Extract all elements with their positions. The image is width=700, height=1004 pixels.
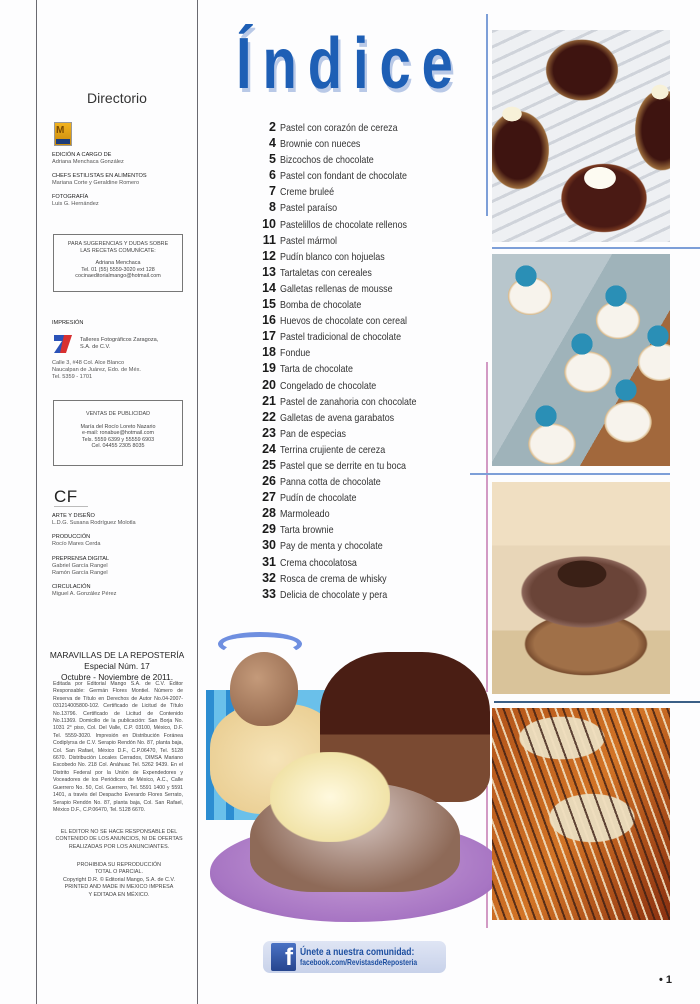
toc-page-number: 33 [262,586,276,601]
toc-title: Pudín blanco con hojuelas [280,250,385,263]
toc-entry[interactable] [254,168,484,184]
talleres-zaragoza-logo [52,333,74,355]
toc-title: Galletas de avena garabatos [280,411,395,424]
magazine-info [37,650,197,683]
toc-entry[interactable] [254,249,484,265]
table-of-contents [254,120,484,603]
cf-logo-underline [54,506,88,507]
editorial-mango-logo [54,122,72,146]
toc-title: Tarta de chocolate [280,363,353,376]
toc-entry[interactable] [254,522,484,538]
toc-page-number: 29 [262,522,276,537]
credit-chefs: CHEFS ESTILISTAS EN ALIMENTOS Mariana Corte y Geraldine Romero [52,173,147,186]
toc-title: Pastel con fondant de chocolate [280,170,408,183]
toc-title: Fondue [280,347,311,360]
printer-company: Talleres Fotográficos Zaragoza, S.A. de C.V. [80,337,159,350]
toc-title: Tarta brownie [280,524,334,537]
credit-fotografia: FOTOGRAFÍA Luis G. Hernández [52,194,99,207]
toc-entry[interactable] [254,281,484,297]
toc-page-number: 8 [269,200,276,215]
toc-page-number: 22 [262,409,276,424]
toc-page-number: 5 [269,152,276,167]
toc-page-number: 2 [269,120,276,134]
page-number: • 1 [659,974,673,986]
toc-title: Pastel que se derrite en tu boca [280,459,407,472]
toc-entry[interactable] [254,378,484,394]
directory-column [36,0,198,1004]
toc-entry[interactable] [254,313,484,329]
toc-title: Rosca de crema de whisky [280,572,387,585]
toc-title: Pan de especias [280,427,346,440]
toc-page-number: 11 [262,232,276,247]
toc-title: Bizcochos de chocolate [280,154,374,167]
toc-entry[interactable] [254,571,484,587]
toc-entry[interactable] [254,233,484,249]
toc-title: Delicia de chocolate y pera [280,588,388,601]
copyright-block: PROHIBIDA SU REPRODUCCIÓN TOTAL O PARCIAL. Copyright D.R. © Editorial Mango, S.A. de C.V. PRINTED AND MADE IN MEXICO IMPRESA Y EDITADA EN MÉXICO. [63,862,175,898]
magazine-issue: Especial Núm. 17 [84,661,150,671]
toc-page-number: 23 [262,425,276,440]
divider-rule [494,701,700,703]
toc-entry[interactable] [254,474,484,490]
toc-entry[interactable] [254,200,484,216]
toc-title: Crema chocolatosa [280,556,357,569]
photo-chocolate-desserts-collage [200,612,492,928]
toc-title: Pastel tradicional de chocolate [280,331,402,344]
photo-sandwich-cookies [492,254,670,466]
editor-disclaimer: EL EDITOR NO SE HACE RESPONSABLE DEL CONTENIDO DE LOS ANUNCIOS, NI DE OFERTAS REALIZADAS POR LOS ANUNCIANTES. [55,829,183,850]
toc-entry[interactable] [254,426,484,442]
mango-logo-icon: M [56,125,65,136]
credit-preprensa: PREPRENSA DIGITAL Gabriel García Rangel Ramón García Rangel [52,556,110,576]
divider-rule [492,247,700,249]
toc-entry[interactable] [254,120,484,136]
credit-edicion: EDICIÓN A CARGO DE Adriana Menchaca González [52,152,124,165]
toc-title: Congelado de chocolate [280,379,377,392]
cf-logo: CF [54,487,78,506]
toc-entry[interactable] [254,538,484,554]
divider-rule [486,50,488,216]
toc-entry[interactable] [254,345,484,361]
toc-page-number: 4 [269,136,276,151]
toc-page-number: 31 [262,554,276,569]
toc-page-number: 27 [262,490,276,505]
toc-title: Pastel mármol [280,234,338,247]
photo-drizzled-cookies [492,708,670,920]
contact-email: cocinaeditorialmango@hotmail.com [75,273,161,280]
toc-entry[interactable] [254,394,484,410]
toc-title: Bomba de chocolate [280,299,362,312]
toc-page-number: 21 [262,393,276,408]
toc-entry[interactable] [254,184,484,200]
toc-page-number: 14 [262,280,276,295]
toc-entry[interactable] [254,152,484,168]
toc-entry[interactable] [254,297,484,313]
toc-title: Galletas rellenas de mousse [280,282,393,295]
toc-title: Pay de menta y chocolate [280,540,383,553]
photo-chocolate-cake [492,482,670,694]
toc-page-number: 32 [262,570,276,585]
advertising-box: VENTAS DE PUBLICIDAD María del Rocío Loreto Nazario e-mail: ronabue@hotmail.com Tels. 5559 6399 y 55559 6903 Cel. 04455 2305 8035 [53,400,183,466]
credit-impresion: IMPRESIÓN [52,320,84,326]
toc-page-number: 10 [262,216,276,231]
toc-page-number: 19 [262,361,276,376]
toc-entry[interactable] [254,442,484,458]
toc-page-number: 18 [262,345,276,360]
toc-entry[interactable] [254,329,484,345]
credit-arte: ARTE Y DISEÑO L.D.G. Susana Rodríguez Molotla [52,513,136,526]
toc-page-number: 12 [262,248,276,263]
divider-rule [470,473,670,475]
toc-entry[interactable] [254,490,484,506]
toc-title: Huevos de chocolate con cereal [280,315,408,328]
facebook-community-banner[interactable] [263,941,446,973]
toc-page-number: 20 [262,377,276,392]
suggestions-box: PARA SUGERENCIAS Y DUDAS SOBRE LAS RECETAS COMUNÍCATE: Adriana Menchaca Tel. 01 (55) 5559-3020 ext 128 cocinaeditorialmango@hotmail.com [53,234,183,292]
toc-page-number: 6 [269,168,276,183]
magazine-date: Octubre - Noviembre de 2011. [60,672,174,682]
toc-entry[interactable] [254,217,484,233]
toc-page-number: 13 [262,264,276,279]
legal-text: Editada por Editorial Mango S.A. de C.V. Editor Responsable: Germán Flores Montiel. Número de Reserva de Título en Derechos de Autor No.04-2007-031214005800-102. Certificado de Licitud de Título No.13796. Certificado de Licitud de Contenido No.11369. Domicilio de la publicación: San Borja No. 1031 2° piso, Col. Del Valle, C.P. 03100, México, D.F. Tel. 5559-3020. Impresión en Distribución Foránea Codiplyrsa de C.V. Serapio Rendón No. 87, planta baja, Col. San Rafael, México D.F., C.P.06470, Tel. 5128 6670. Distribución Locales Cerrados, DIMSA Mariano Escobedo No. 218 Col. Anáhuac Tel. 5262 9439. En el Distrito Federal por la Unión de Expendedores y Voceadores de los Periódicos de México, A.C., Calle Guerrero No. 50, Col. Guerrero, Tel. 5591 1400 y 5591 1401, a través del Despacho Everardo Flores Serrato, Serapio Rendón No. 87, planta baja, Col. San Rafael, México D.F., C.P.06470, Tel. 5128 6670. [53,681,183,813]
facebook-icon: f [271,943,296,971]
printer-address: Calle 3, #48 Col. Alce Blanco Naucalpan de Juárez, Edo. de Méx. Tel. 5359 - 1701 [52,360,141,380]
toc-entry[interactable] [254,410,484,426]
toc-entry[interactable] [254,587,484,603]
toc-page-number: 7 [269,184,276,199]
toc-page-number: 24 [262,441,276,456]
page-title: Índice [236,24,464,104]
toc-page-number: 28 [262,506,276,521]
toc-page-number: 30 [262,538,276,553]
toc-page-number: 16 [262,313,276,328]
toc-title: Pudín de chocolate [280,492,357,505]
toc-title: Creme bruleé [280,186,335,199]
toc-title: Pastelillos de chocolate rellenos [280,218,408,231]
toc-entry[interactable] [254,555,484,571]
toc-title: Pastel de zanahoria con chocolate [280,395,417,408]
toc-page-number: 25 [262,457,276,472]
facebook-url-link[interactable]: facebook.com/RevistasdeReposteria [300,957,418,967]
toc-page-number: 15 [262,297,276,312]
toc-entry[interactable] [254,136,484,152]
toc-entry[interactable] [254,361,484,377]
credit-produccion: PRODUCCIÓN Rocío Mares Cerda [52,534,101,547]
toc-page-number: 26 [262,474,276,489]
toc-title: Brownie con nueces [280,138,361,151]
toc-title: Pastel con corazón de cereza [280,122,398,134]
toc-title: Marmoleado [280,508,330,521]
magazine-name: MARAVILLAS DE LA REPOSTERÍA [49,650,185,660]
toc-title: Panna cotta de chocolate [280,476,381,489]
toc-entry[interactable] [254,265,484,281]
toc-title: Tartaletas con cereales [280,266,372,279]
toc-title: Terrina crujiente de cereza [280,443,386,456]
toc-page-number: 17 [262,329,276,344]
toc-title: Pastel paraíso [280,202,338,215]
photo-chocolate-cupcakes [492,30,670,242]
facebook-cta: Únete a nuestra comunidad: [300,946,415,958]
toc-entry[interactable] [254,458,484,474]
credit-circulacion: CIRCULACIÓN Miguel A. González Pérez [52,584,117,597]
directory-heading: Directorio [87,90,147,106]
toc-entry[interactable] [254,506,484,522]
